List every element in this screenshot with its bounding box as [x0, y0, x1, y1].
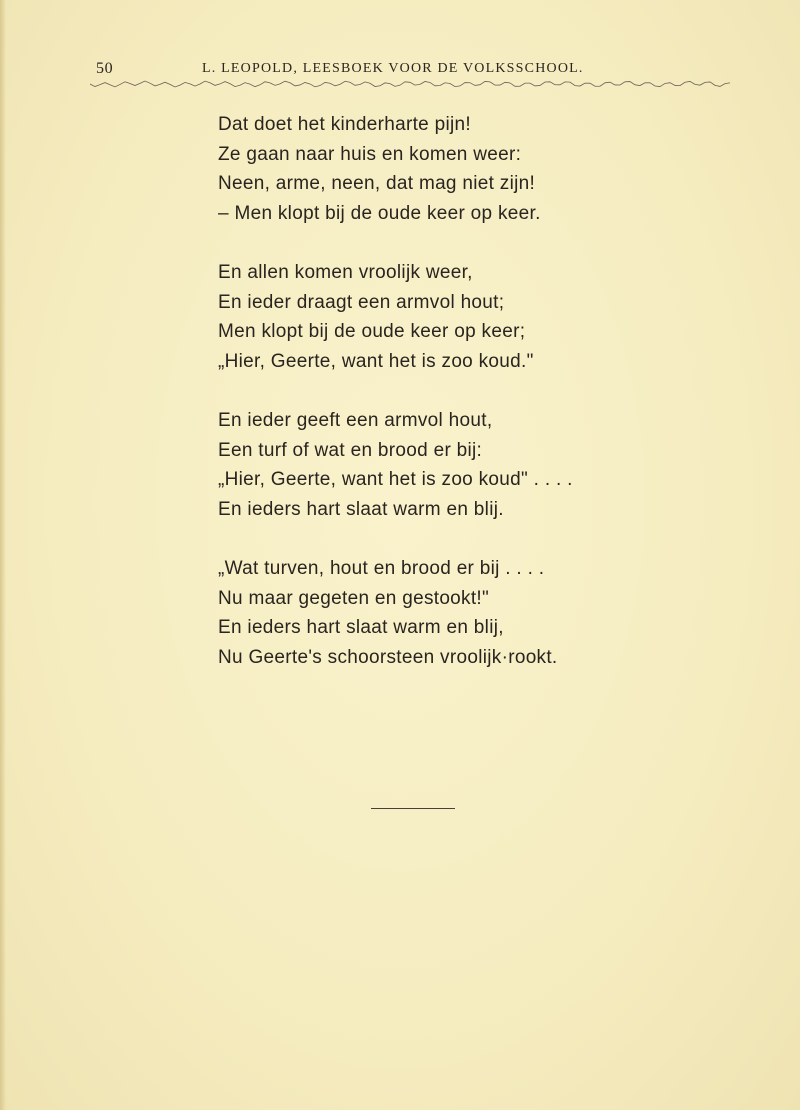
poem-line: „Hier, Geerte, want het is zoo koud" . . . .	[218, 469, 573, 490]
stanza-2	[218, 258, 698, 376]
page-number: 50	[96, 60, 114, 77]
poem-line: Nu maar gegeten en gestookt!"	[218, 587, 490, 609]
stanza-4	[218, 554, 698, 672]
poem-line: En ieders hart slaat warm en blij.	[218, 498, 504, 520]
poem-line: En ieders hart slaat warm en blij,	[218, 617, 504, 638]
poem-line: Een turf of wat en brood er bij:	[218, 439, 483, 461]
page-edge-shadow	[0, 0, 6, 1110]
stanza-3	[218, 406, 698, 524]
poem-line: – Men klopt bij de oude keer op keer.	[218, 202, 541, 224]
poem-line: En ieder draagt een armvol hout;	[218, 291, 505, 313]
poem-line: Ze gaan naar huis en komen weer:	[218, 143, 522, 165]
poem-line: En ieder geeft een armvol hout,	[218, 410, 493, 431]
page-header	[90, 60, 730, 80]
poem-line: „Wat turven, hout en brood er bij . . . .	[218, 558, 545, 579]
decorative-wavy-rule	[90, 78, 730, 90]
poem	[218, 110, 698, 702]
poem-line: Men klopt bij de oude keer op keer;	[218, 321, 526, 342]
stanza-1	[218, 110, 698, 228]
poem-line: Neen, arme, neen, dat mag niet zijn!	[218, 173, 536, 194]
poem-line: „Hier, Geerte, want het is zoo koud."	[218, 350, 534, 372]
poem-line: En allen komen vroolijk weer,	[218, 262, 473, 283]
end-rule	[371, 808, 455, 809]
poem-line: Dat doet het kinderharte pijn!	[218, 114, 471, 135]
running-title: L. LEOPOLD, LEESBOEK VOOR DE VOLKSSCHOOL.	[202, 61, 584, 76]
poem-line: Nu Geerte's schoorsteen vroolijk·rookt.	[218, 646, 558, 668]
